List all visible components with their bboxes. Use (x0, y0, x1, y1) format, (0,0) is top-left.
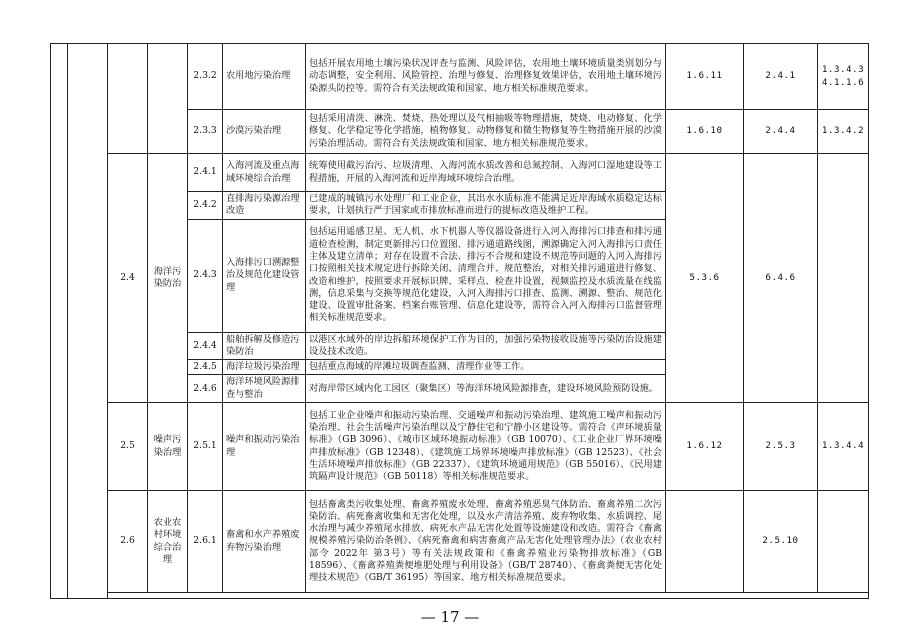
item-code: 2.3.2 (188, 44, 223, 110)
ref-code-2: 6.4.6 (744, 154, 818, 403)
item-description: 以港区水域外的岸边拆船环境保护工作为目的，加强污染物接收设施等污染防治设施建设及技术改造。 (306, 332, 666, 360)
item-name: 入海河流及重点海域环境综合治理 (223, 154, 306, 192)
item-name: 农用地污染治理 (223, 44, 306, 110)
outer-blank-col (51, 44, 68, 599)
item-name: 入海排污口溯源整治及规范化建设管理 (223, 219, 306, 332)
ref-code-3: 1.3.4.4 (818, 403, 869, 491)
group-name-blank (148, 44, 188, 154)
group-code: 2.6 (108, 491, 148, 593)
item-description: 包括开展农用地土壤污染状况评查与监测、风险评估，农用地土壤环境质量类别划分与动态调整，安全利用、风险管控、治理与修复、治理修复效果评估，农用地土壤环境污染源头防控等。需符合有关法规政策和国家、地方相关标准规范要求。 (306, 44, 666, 110)
ref-code-3 (818, 44, 869, 110)
item-name: 海洋垃圾污染治理 (223, 360, 306, 375)
category-col (68, 44, 108, 599)
ref-code-3-line: 1.3.4.3 (821, 64, 865, 76)
ref-code-1: 1.6.11 (666, 44, 744, 110)
item-code: 2.6.1 (188, 491, 223, 593)
item-name: 直排海污染源治理改造 (223, 192, 306, 220)
group-name: 海洋污染防治 (148, 154, 188, 403)
document-table-section (50, 43, 868, 599)
item-code: 2.4.4 (188, 332, 223, 360)
item-code: 2.4.6 (188, 375, 223, 403)
trailing-blank (108, 593, 869, 599)
item-code: 2.4.1 (188, 154, 223, 192)
table-row (51, 154, 869, 192)
group-code: 2.4 (108, 154, 148, 403)
item-code: 2.3.3 (188, 110, 223, 154)
table-row (51, 403, 869, 491)
ref-code-2: 2.5.10 (744, 491, 818, 593)
item-description: 包括重点海域的岸滩垃圾调查监测、清理作业等工作。 (306, 360, 666, 375)
item-description: 包括运用遥感卫星、无人机、水下机器人等仪器设备进行入河入海排污口排查和排污通道检查检测，制定更新排污口位置图、排污通道路线图，溯源确定入河入海排污口责任主体及建立清单；对存在设置不合法、排污不合规和建设不规范等问题的入河入海排污口按照相关技术规定进行拆除关闭、清理合并、规范整治，对相关排污通道进行修复、改造和维护，按照要求开展标识牌、采样点、检查井设置，视频监控及水质流量在线监测，信息采集与交换等规范化建设，入河入海排污口排查、监测、溯源、整治、规范化建设、设置审批备案、档案台账管理、信息化建设等，需符合入河入海排污口监督管理相关标准规范要求。 (306, 219, 666, 332)
item-description: 已建成的城镇污水处理厂和工业企业，其出水水质标准不能满足近岸海域水质稳定达标要求，计划执行严于国家或市排放标准而进行的提标改造及维护工程。 (306, 192, 666, 220)
item-code: 2.5.1 (188, 403, 223, 491)
item-description: 包括采用清洗、淋洗、焚烧、热处理以及气相抽吸等物理措施，焚烧、电动修复、化学修复、化学稳定等化学措施，植物修复、动物修复和微生物修复等生物措施开展的沙漠污染治理活动。需符合有关法规政策和国家、地方相关标准规范要求。 (306, 110, 666, 154)
table-row (51, 491, 869, 593)
item-code: 2.4.2 (188, 192, 223, 220)
ref-code-1-empty (666, 491, 744, 593)
item-code: 2.4.3 (188, 219, 223, 332)
ref-code-3-line: 4.1.1.6 (821, 76, 865, 88)
item-name: 噪声和振动污染治理 (223, 403, 306, 491)
item-name: 船舶拆解及修造污染防治 (223, 332, 306, 360)
group-code: 2.5 (108, 403, 148, 491)
item-description: 对海岸带区域内化工园区（聚集区）等海洋环境风险源排查，建设环境风险预防设施。 (306, 375, 666, 403)
ref-code-3: 1.3.4.2 (818, 110, 869, 154)
item-description: 包括工业企业噪声和振动污染治理、交通噪声和振动污染治理、建筑施工噪声和振动污染治理、社会生活噪声污染治理以及宁静住宅和宁静小区建设等。需符合《声环境质量标准》（GB 3096）、《城市区域环境振动标准》（GB 10070）、《工业企业厂界环境噪声排放标准》（GB 12348）、《建筑施工场界环境噪声排放标准》（GB 12523）、《社会生活环境噪声排放标准》（GB 22337）、《建筑环境通用规范》（GB 55016）、《民用建筑隔声设计规范》（GB 50118）等相关标准规范要求。 (306, 403, 666, 491)
ref-code-2: 2.5.3 (744, 403, 818, 491)
ref-code-1: 1.6.12 (666, 403, 744, 491)
item-description: 统筹使用截污治污、垃圾清理、入海河流水质改善和总氮控制、入海河口湿地建设等工程措施，开展的入海河流和近岸海域环境综合治理。 (306, 154, 666, 192)
item-name: 畜禽和水产养殖废弃物污染治理 (223, 491, 306, 593)
ref-code-1: 1.6.10 (666, 110, 744, 154)
ref-code-2: 2.4.1 (744, 44, 818, 110)
page-number: — 17 — (420, 608, 480, 626)
table-row (51, 44, 869, 110)
group-cell-blank (108, 44, 148, 154)
classification-table (50, 43, 869, 599)
item-name: 沙漠污染治理 (223, 110, 306, 154)
ref-code-1: 5.3.6 (666, 154, 744, 403)
ref-code-3-empty (818, 491, 869, 593)
table-row-trailing (51, 593, 869, 599)
item-description: 包括畜禽类污收集处理、畜禽养殖废水处理、畜禽养殖恶臭气体防治、畜禽养殖二次污染防治、病死畜禽收集和无害化处理，以及水产清洁养殖、废弃物收集、水质调控、尾水治理与减少养殖尾水排放、病死水产品无害化处置等设施建设和改造。需符合《畜禽规模养殖污染防治条例》、《病死畜禽和病害畜禽产品无害化处理管理办法》（农业农村部令 2022年 第3号）等有关法规政策和《畜禽养殖业污染物排放标准》（GB 18596）、《畜禽养殖粪便堆肥处理与利用设备》（GB/T 28740）、《畜禽粪便无害化处理技术规范》（GB/T 36195）等国家、地方相关标准规范要求。 (306, 491, 666, 593)
item-code: 2.4.5 (188, 360, 223, 375)
item-name: 海洋环境风险源排查与整治 (223, 375, 306, 403)
ref-code-2: 2.4.4 (744, 110, 818, 154)
group-name: 噪声污染治理 (148, 403, 188, 491)
ref-code-3-empty (818, 154, 869, 403)
group-name: 农业农村环境综合治理 (148, 491, 188, 593)
